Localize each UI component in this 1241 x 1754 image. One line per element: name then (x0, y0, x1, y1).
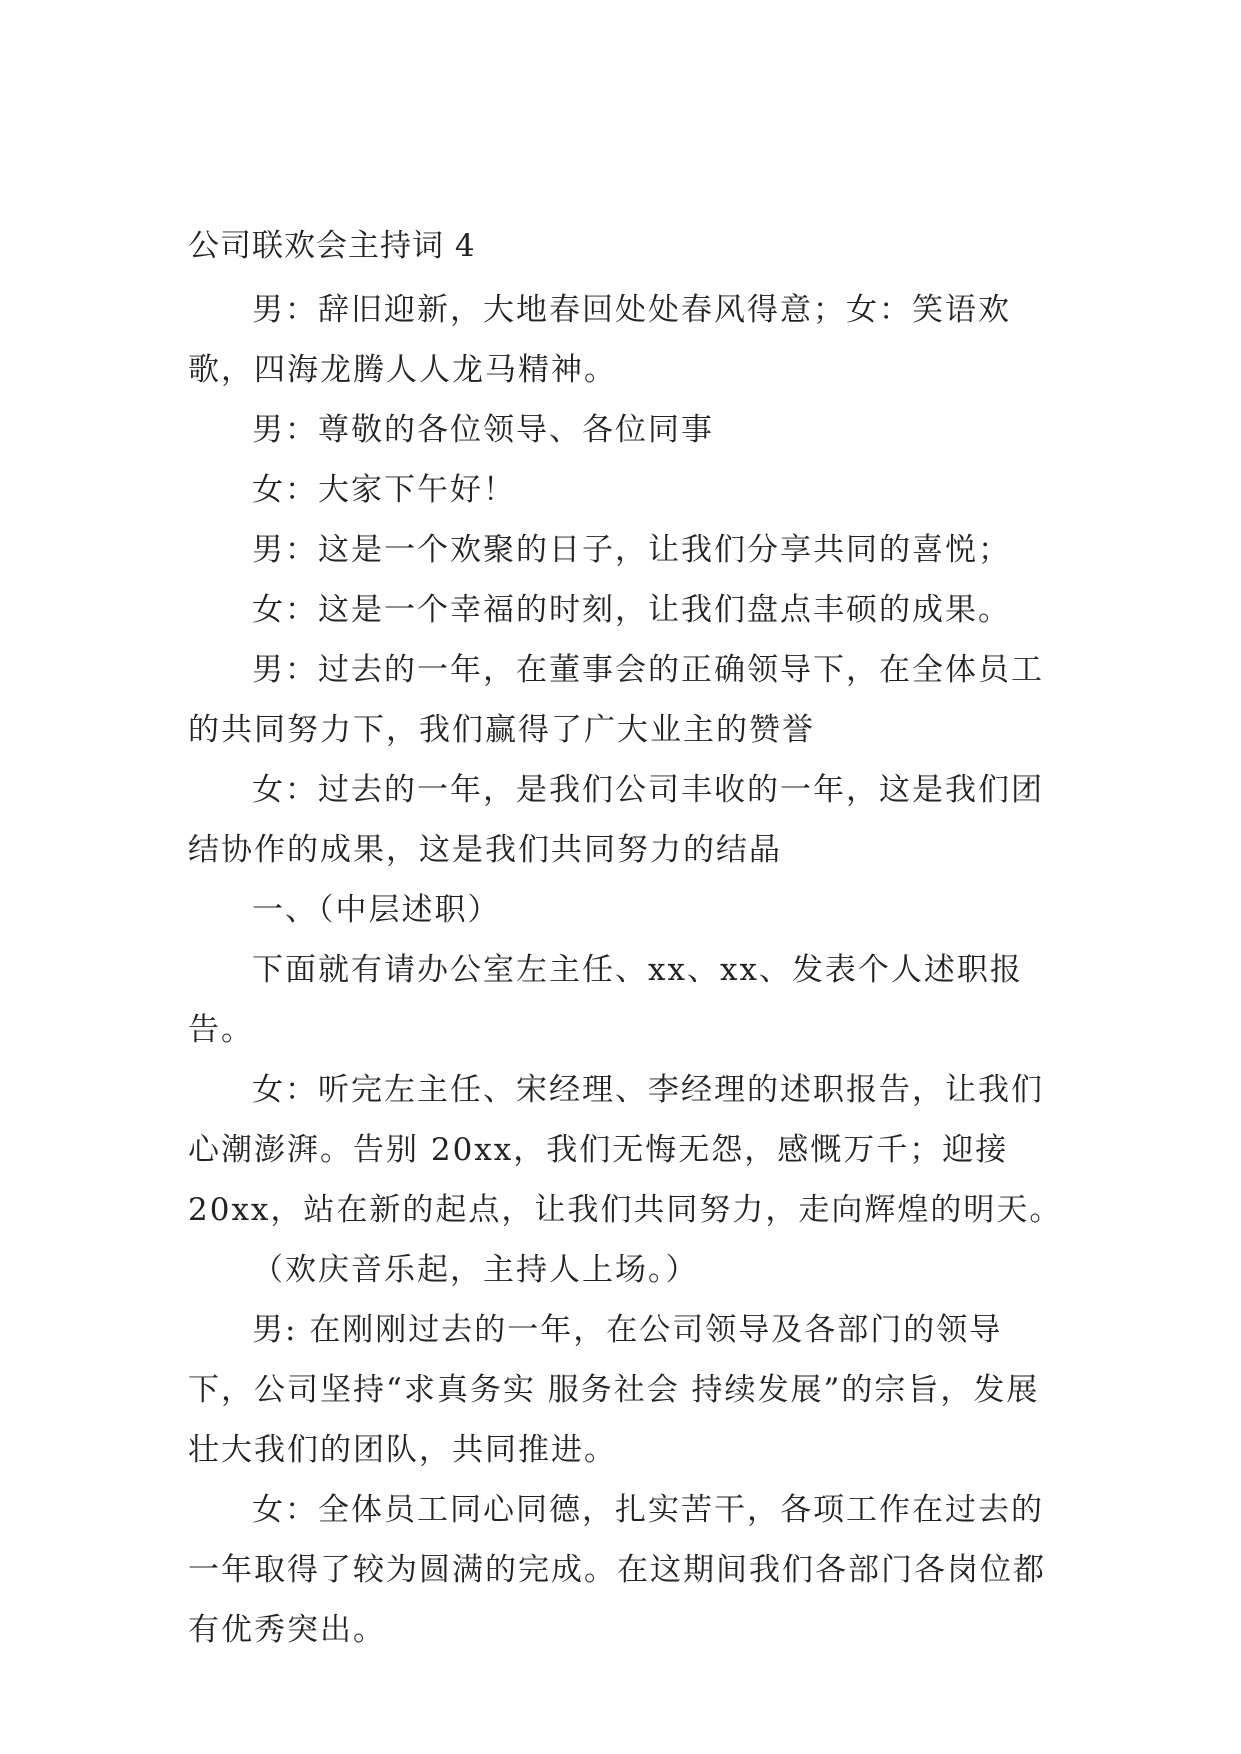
document-body (188, 222, 1068, 1660)
paragraph: 女：大家下午好！ (252, 472, 516, 508)
paragraph: 下面就有请办公室左主任、xx、xx、发表个人述职报告。 (188, 952, 1023, 1048)
paragraph: 女：过去的一年，是我们公司丰收的一年，这是我们团结协作的成果，这是我们共同努力的结晶 (188, 772, 1044, 868)
paragraph: 男: 在刚刚过去的一年，在公司领导及各部门的领导下，公司坚持“求真务实 服务社会 持续发展”的宗旨，发展壮大我们的团队，共同推进。 (188, 1312, 1040, 1468)
paragraph: 男：辞旧迎新，大地春回处处春风得意；女：笑语欢歌，四海龙腾人人龙马精神。 (188, 292, 1011, 388)
section-heading: 一、（中层述职） (252, 892, 501, 928)
paragraph: 女：全体员工同心同德，扎实苦干，各项工作在过去的一年取得了较为圆满的完成。在这期间我们各部门各岗位都有优秀突出。 (188, 1492, 1046, 1648)
stage-direction: （欢庆音乐起，主持人上场。） (252, 1252, 699, 1288)
paragraph: 女：这是一个幸福的时刻，让我们盘点丰硕的成果。 (252, 592, 1011, 628)
document-title: 公司联欢会主持词 4 (188, 228, 476, 264)
paragraph: 男：这是一个欢聚的日子，让我们分享共同的喜悦； (252, 532, 1011, 568)
paragraph: 女：听完左主任、宋经理、李经理的述职报告，让我们心潮澎湃。告别 20xx，我们无悔无怨，感慨万千；迎接 20xx，站在新的起点，让我们共同努力，走向辉煌的明天。 (188, 1072, 1063, 1228)
paragraph: 男：尊敬的各位领导、各位同事 (252, 412, 714, 448)
paragraph: 男：过去的一年，在董事会的正确领导下，在全体员工的共同努力下，我们赢得了广大业主的赞誉 (188, 652, 1044, 748)
